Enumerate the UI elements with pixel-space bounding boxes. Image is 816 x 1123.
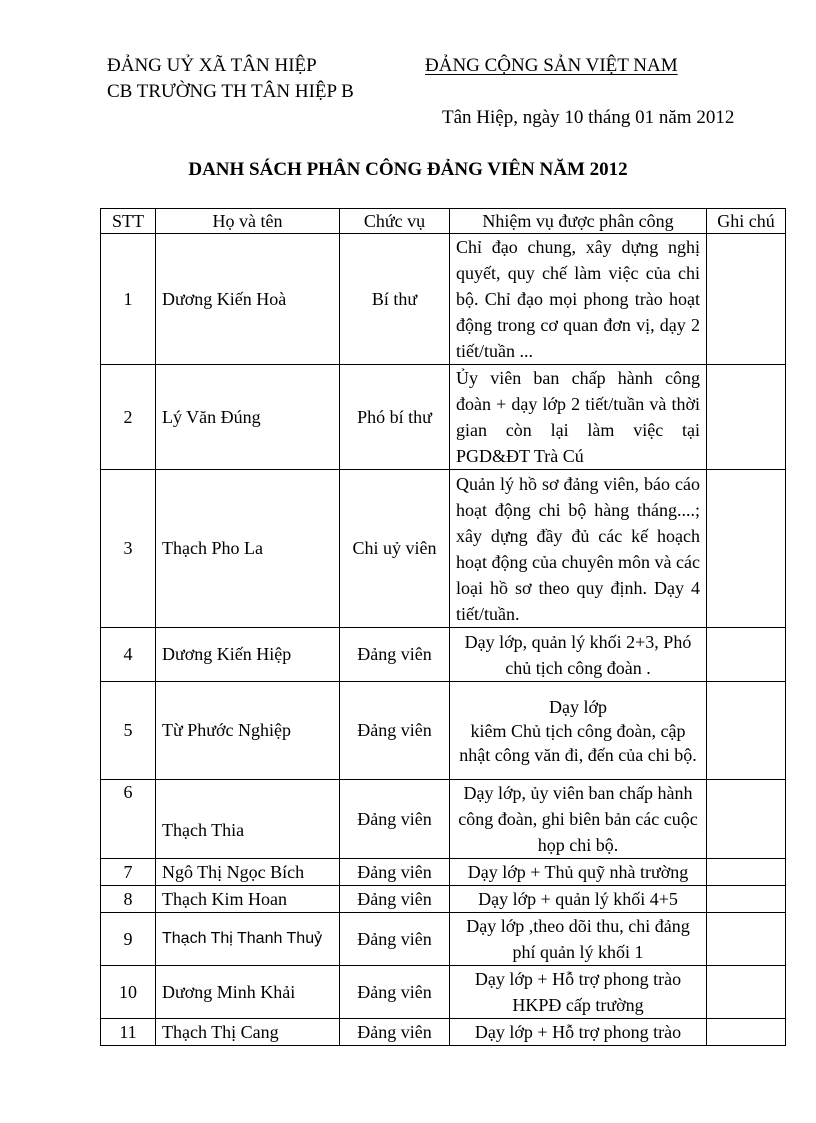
cell-note xyxy=(707,365,786,470)
table-row xyxy=(101,1019,786,1046)
table-row xyxy=(101,886,786,913)
document-title: DANH SÁCH PHÂN CÔNG ĐẢNG VIÊN NĂM 2012 xyxy=(188,159,628,180)
cell-position: Đảng viên xyxy=(340,682,450,780)
cell-stt: 3 xyxy=(101,470,156,628)
table-row xyxy=(101,470,786,628)
org-name-line1: ĐẢNG UỶ XÃ TÂN HIỆP xyxy=(107,55,317,76)
cell-position: Đảng viên xyxy=(340,886,450,913)
col-header-note: Ghi chú xyxy=(707,209,786,234)
cell-position: Đảng viên xyxy=(340,1019,450,1046)
cell-note xyxy=(707,1019,786,1046)
cell-name: Thạch Thị Thanh Thuỷ xyxy=(156,913,340,966)
cell-note xyxy=(707,682,786,780)
cell-position: Đảng viên xyxy=(340,780,450,859)
col-header-position: Chức vụ xyxy=(340,209,450,234)
cell-stt: 7 xyxy=(101,859,156,886)
cell-task xyxy=(450,682,707,780)
cell-note xyxy=(707,234,786,365)
assignment-table xyxy=(100,208,786,1046)
cell-note xyxy=(707,886,786,913)
cell-name: Lý Văn Đúng xyxy=(156,365,340,470)
cell-stt: 10 xyxy=(101,966,156,1019)
org-name-line2: CB TRƯỜNG TH TÂN HIỆP B xyxy=(107,81,354,102)
table-row xyxy=(101,234,786,365)
cell-name: Ngô Thị Ngọc Bích xyxy=(156,859,340,886)
cell-name: Thạch Kim Hoan xyxy=(156,886,340,913)
cell-stt: 5 xyxy=(101,682,156,780)
col-header-name: Họ và tên xyxy=(156,209,340,234)
cell-stt: 6 xyxy=(101,780,156,859)
table-header-row xyxy=(101,209,786,234)
cell-position: Đảng viên xyxy=(340,859,450,886)
col-header-stt: STT xyxy=(101,209,156,234)
cell-position: Phó bí thư xyxy=(340,365,450,470)
cell-stt: 11 xyxy=(101,1019,156,1046)
col-header-task: Nhiệm vụ được phân công xyxy=(450,209,707,234)
cell-task: Dạy lớp + Hỗ trợ phong trào HKPĐ cấp trường xyxy=(450,966,707,1019)
cell-note xyxy=(707,966,786,1019)
party-name: ĐẢNG CỘNG SẢN VIỆT NAM xyxy=(425,55,678,76)
cell-stt: 2 xyxy=(101,365,156,470)
table-row xyxy=(101,780,786,859)
cell-task: Dạy lớp + Hỗ trợ phong trào xyxy=(450,1019,707,1046)
cell-name: Từ Phước Nghiệp xyxy=(156,682,340,780)
cell-position: Đảng viên xyxy=(340,966,450,1019)
cell-note xyxy=(707,628,786,682)
cell-name: Thạch Thị Cang xyxy=(156,1019,340,1046)
cell-stt: 1 xyxy=(101,234,156,365)
table-row xyxy=(101,365,786,470)
task-line-primary: Dạy lớp xyxy=(548,696,607,717)
table-row xyxy=(101,628,786,682)
cell-stt: 9 xyxy=(101,913,156,966)
cell-name: Dương Kiến Hoà xyxy=(156,234,340,365)
cell-task: Dạy lớp + quản lý khối 4+5 xyxy=(450,886,707,913)
cell-position: Chi uỷ viên xyxy=(340,470,450,628)
cell-note xyxy=(707,913,786,966)
cell-task: Dạy lớp + Thủ quỹ nhà trường xyxy=(450,859,707,886)
cell-task: Dạy lớp, quản lý khối 2+3, Phó chủ tịch công đoàn . xyxy=(450,628,707,682)
cell-name: Dương Minh Khải xyxy=(156,966,340,1019)
task-line-rest: kiêm Chủ tịch công đoàn, cập nhật công văn đi, đến của chi bộ. xyxy=(459,720,697,765)
cell-task: Ủy viên ban chấp hành công đoàn + dạy lớp 2 tiết/tuần và thời gian còn lại làm việc tại PGD&ĐT Trà Cú xyxy=(450,365,707,470)
table-row xyxy=(101,682,786,780)
dateline: Tân Hiệp, ngày 10 tháng 01 năm 2012 xyxy=(442,107,735,128)
cell-note xyxy=(707,780,786,859)
cell-task: Chỉ đạo chung, xây dựng nghị quyết, quy chế làm việc của chi bộ. Chỉ đạo mọi phong trào hoạt động trong cơ quan đơn vị, dạy 2 tiết/tuần ... xyxy=(450,234,707,365)
cell-name: Dương Kiến Hiệp xyxy=(156,628,340,682)
cell-task: Quản lý hồ sơ đảng viên, báo cáo hoạt động chi bộ hàng tháng....; xây dựng đầy đủ các kế hoạch hoạt động của chuyên môn và các loại hồ sơ theo quy định. Dạy 4 tiết/tuần. xyxy=(450,470,707,628)
cell-position: Đảng viên xyxy=(340,628,450,682)
cell-name: Thạch Thia xyxy=(156,780,340,859)
cell-note xyxy=(707,470,786,628)
table-row xyxy=(101,913,786,966)
table-row xyxy=(101,859,786,886)
cell-position: Đảng viên xyxy=(340,913,450,966)
cell-task: Dạy lớp, ủy viên ban chấp hành công đoàn, ghi biên bản các cuộc họp chi bộ. xyxy=(450,780,707,859)
cell-stt: 8 xyxy=(101,886,156,913)
cell-name: Thạch Pho La xyxy=(156,470,340,628)
cell-task: Dạy lớp ,theo dõi thu, chi đảng phí quản lý khối 1 xyxy=(450,913,707,966)
cell-position: Bí thư xyxy=(340,234,450,365)
cell-note xyxy=(707,859,786,886)
table-row xyxy=(101,966,786,1019)
cell-stt: 4 xyxy=(101,628,156,682)
